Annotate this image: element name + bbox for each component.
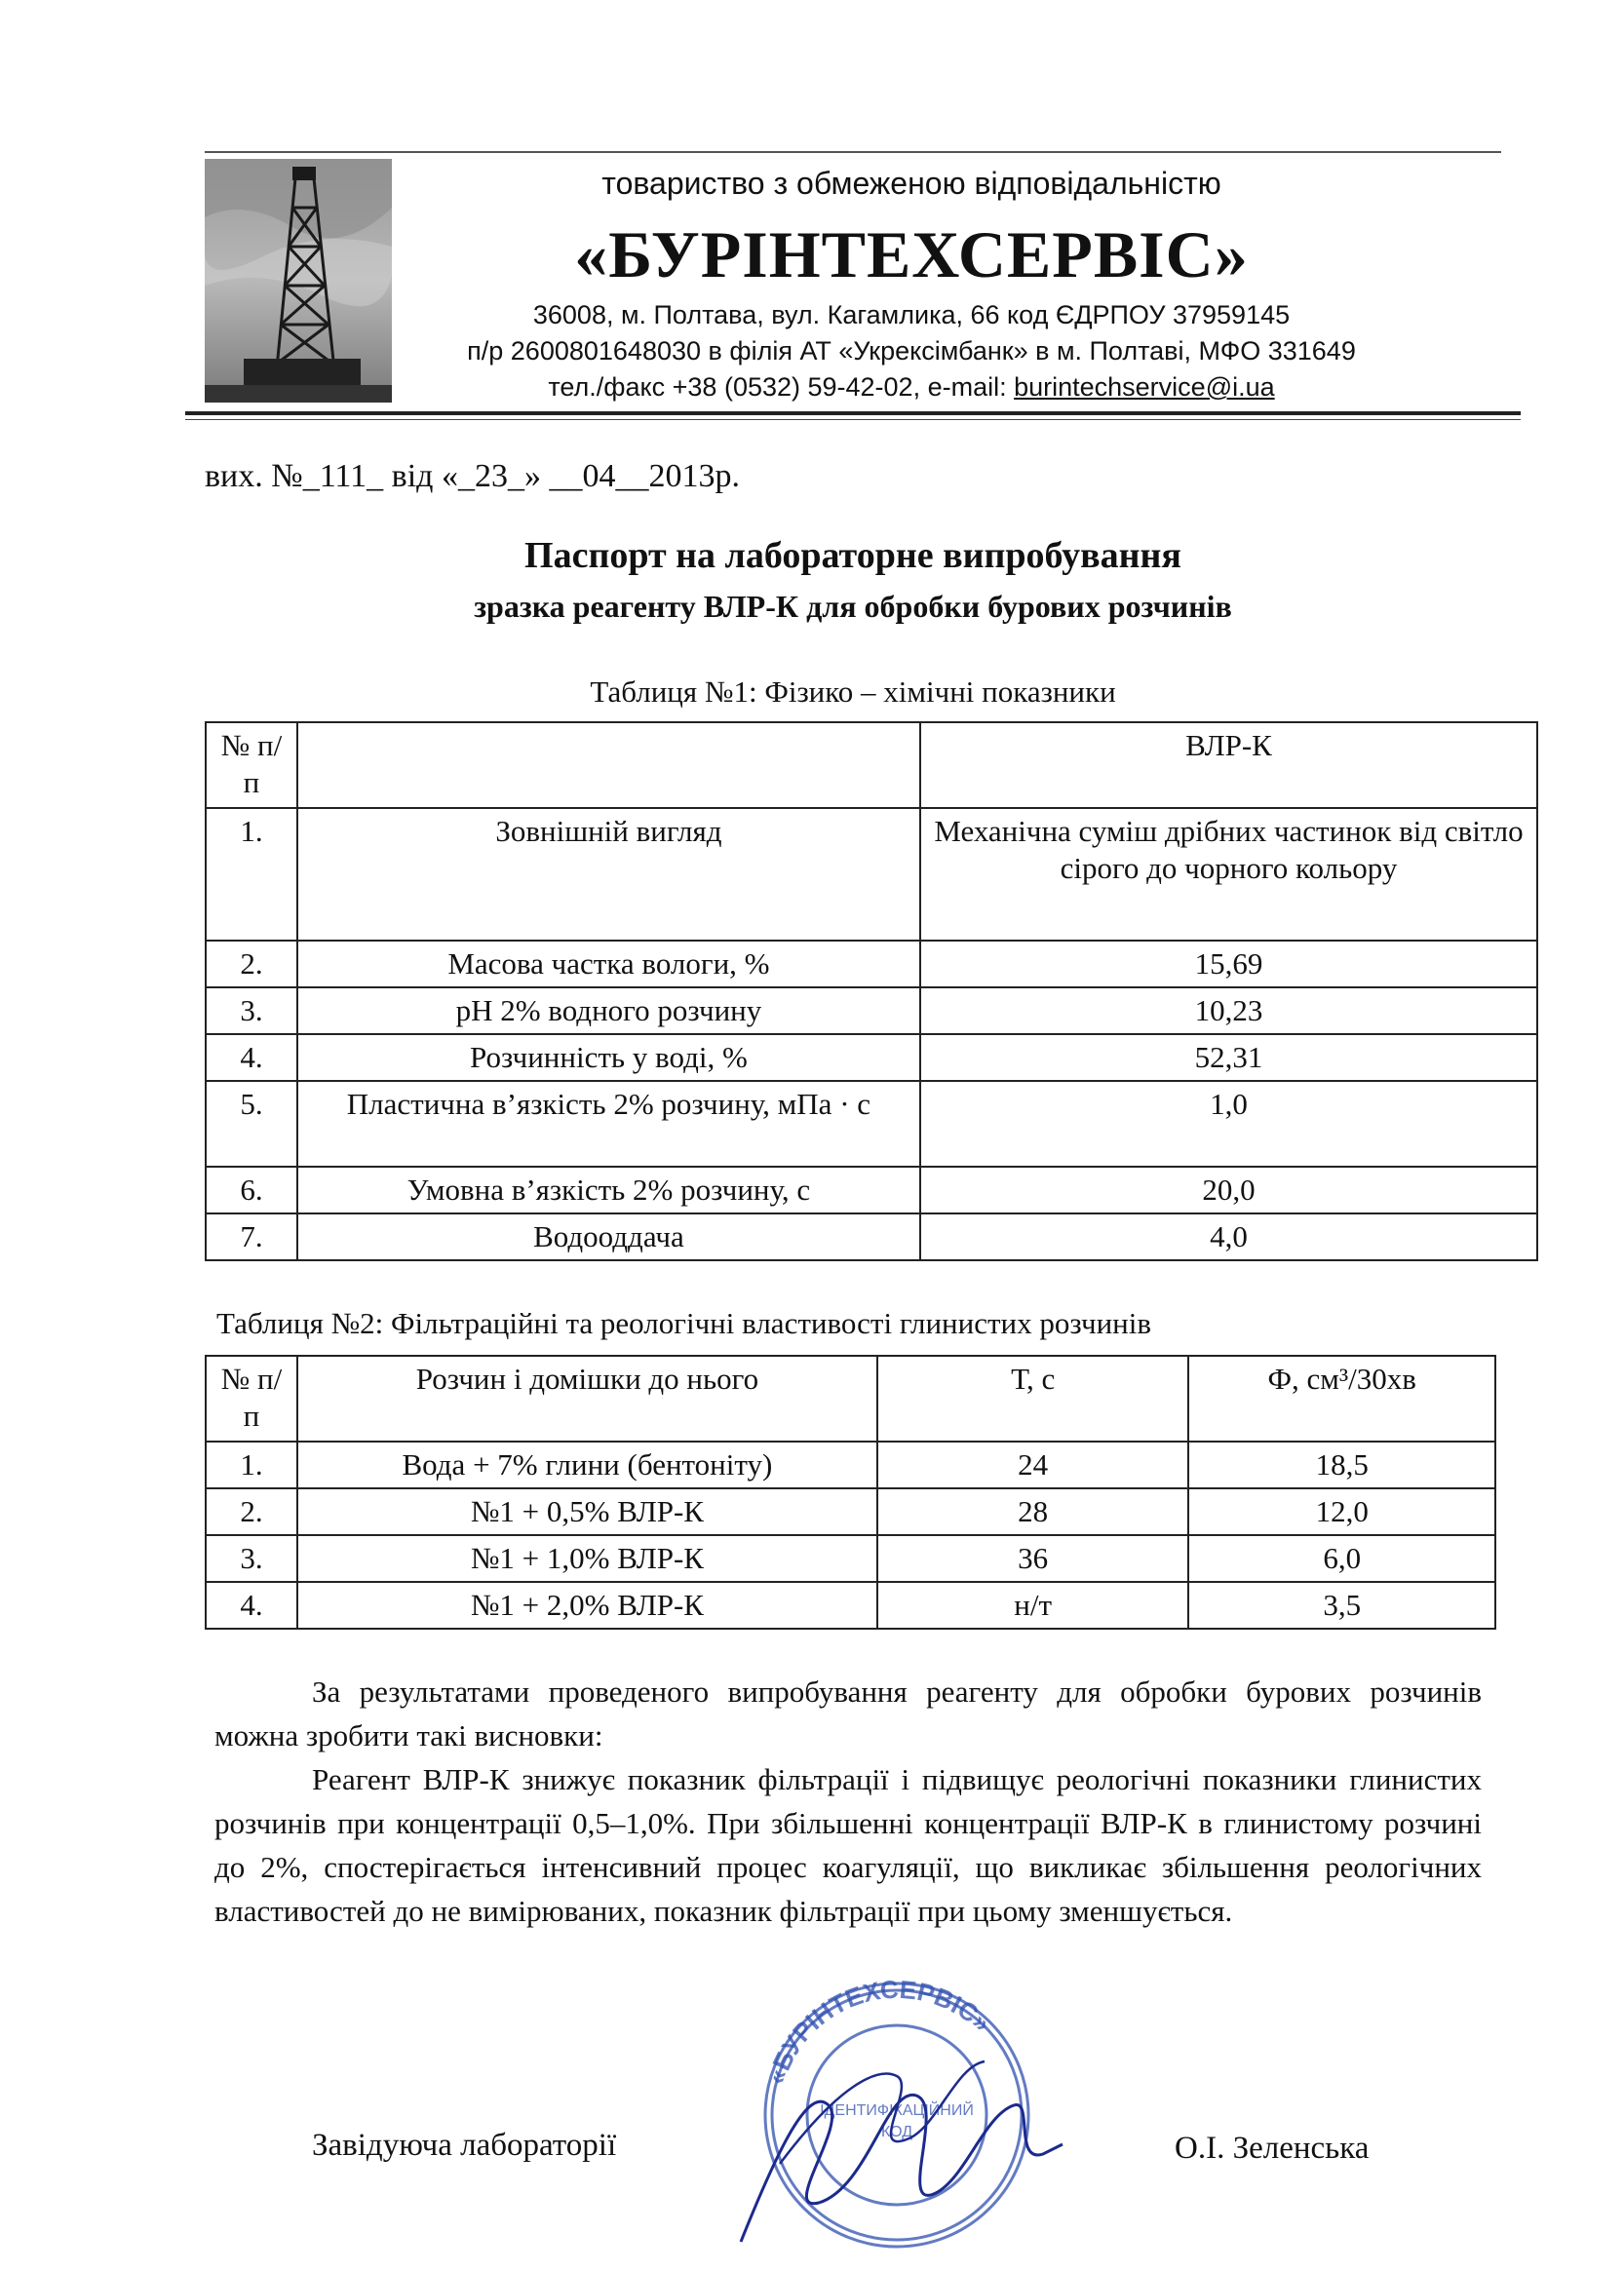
table-row [206, 1081, 1537, 1167]
header-param [297, 722, 920, 808]
row-t: 28 [877, 1488, 1188, 1535]
row-num: 4. [206, 1034, 297, 1081]
table-row [206, 941, 1537, 987]
row-param: Пластична в’язкість 2% розчину, мПа · с [297, 1081, 920, 1167]
table-row [206, 1442, 1495, 1488]
row-value: 20,0 [920, 1167, 1537, 1213]
row-num: 1. [206, 1442, 297, 1488]
row-num: 4. [206, 1582, 297, 1629]
row-f: 18,5 [1188, 1442, 1495, 1488]
row-t: 36 [877, 1535, 1188, 1582]
row-num: 3. [206, 987, 297, 1034]
row-f: 3,5 [1188, 1582, 1495, 1629]
row-num: 1. [206, 808, 297, 941]
org-contacts [400, 372, 1423, 403]
signature-name: О.І. Зеленська [1175, 2131, 1370, 2166]
row-param: Розчинність у воді, % [297, 1034, 920, 1081]
row-value: Механічна суміш дрібних частинок від світло сірого до чорного кольору [920, 808, 1537, 941]
table-filtration-rheology [205, 1355, 1496, 1630]
table-row [206, 987, 1537, 1034]
document-title: Паспорт на лабораторне випробування [524, 535, 1181, 576]
row-num: 6. [206, 1167, 297, 1213]
row-value: 10,23 [920, 987, 1537, 1034]
conclusion-intro: За результатами проведеного випробування реагенту для обробки бурових розчинів можна зробити такі висновки: [214, 1674, 1482, 1752]
table2-caption: Таблиця №2: Фільтраційні та реологічні властивості глинистих розчинів [216, 1306, 1152, 1340]
row-value: 52,31 [920, 1034, 1537, 1081]
org-bank-details: п/р 2600801648030 в філія АТ «Укрексімбанк» в м. Полтаві, МФО 331649 [467, 336, 1356, 366]
table-row [206, 1488, 1495, 1535]
row-solution: Вода + 7% глини (бентоніту) [297, 1442, 877, 1488]
table-header-row [206, 1356, 1495, 1442]
row-param: Зовнішній вигляд [297, 808, 920, 941]
row-value: 15,69 [920, 941, 1537, 987]
drilling-rig-logo [205, 159, 392, 403]
header-t: Т, с [877, 1356, 1188, 1442]
table-row [206, 1582, 1495, 1629]
row-solution: №1 + 0,5% ВЛР-К [297, 1488, 877, 1535]
row-num: 2. [206, 941, 297, 987]
svg-text:ІДЕНТИФІКАЦІЙНИЙ: ІДЕНТИФІКАЦІЙНИЙ [820, 2102, 974, 2119]
header-value: ВЛР-К [920, 722, 1537, 808]
row-t: н/т [877, 1582, 1188, 1629]
table-row [206, 1034, 1537, 1081]
letterhead-bottom-thin-rule [185, 419, 1521, 420]
row-value: 4,0 [920, 1213, 1537, 1260]
signature-position: Завідуюча лабораторії [312, 2128, 617, 2163]
header-f: Ф, см³/30хв [1188, 1356, 1495, 1442]
row-param: Масова частка вологи, % [297, 941, 920, 987]
org-name: «БУРІНТЕХСЕРВІС» [574, 217, 1249, 291]
document-subtitle: зразка реагенту ВЛР-К для обробки бурових розчинів [474, 589, 1232, 624]
row-num: 5. [206, 1081, 297, 1167]
row-param: Умовна в’язкість 2% розчину, с [297, 1167, 920, 1213]
row-f: 12,0 [1188, 1488, 1495, 1535]
org-type: товариство з обмеженою відповідальністю [601, 166, 1221, 201]
svg-text:«БУРІНТЕХСЕРВІС»: «БУРІНТЕХСЕРВІС» [760, 1974, 997, 2088]
org-address: 36008, м. Полтава, вул. Кагамлика, 66 код ЄДРПОУ 37959145 [532, 300, 1291, 329]
table-row [206, 808, 1537, 941]
row-param: pH 2% водного розчину [297, 987, 920, 1034]
table1-caption: Таблиця №1: Фізико – хімічні показники [590, 674, 1116, 709]
header-num: № п/п [206, 722, 297, 808]
table-header-row [206, 722, 1537, 808]
row-value: 1,0 [920, 1081, 1537, 1167]
row-num: 7. [206, 1213, 297, 1260]
conclusion-body: Реагент ВЛР-К знижує показник фільтрації і підвищує реологічні показники глинистих розчинів при концентрації 0,5–1,0%. При збільшенні концентрації ВЛР-К в глинистому розчині до 2%, спостерігається інтенсивний процес коагуляції, що викликає збільшення реологічних властивостей до не вимірюваних, показник фільтрації при цьому зменшується. [214, 1762, 1482, 1928]
contact-phone: тел./факс +38 (0532) 59-42-02, e-mail: [548, 372, 1015, 402]
row-solution: №1 + 1,0% ВЛР-К [297, 1535, 877, 1582]
contact-email: burintechservice@i.ua [1014, 372, 1275, 402]
table-row [206, 1535, 1495, 1582]
row-solution: №1 + 2,0% ВЛР-К [297, 1582, 877, 1629]
header-solution: Розчин і домішки до нього [297, 1356, 877, 1442]
table-row [206, 1213, 1537, 1260]
row-t: 24 [877, 1442, 1188, 1488]
row-num: 2. [206, 1488, 297, 1535]
letterhead-top-rule [205, 151, 1501, 153]
table-physical-chemical [205, 721, 1538, 1261]
row-f: 6,0 [1188, 1535, 1495, 1582]
table-row [206, 1167, 1537, 1213]
company-stamp [721, 1969, 1072, 2261]
svg-text:КОД: КОД [880, 2124, 913, 2140]
header-num: № п/п [206, 1356, 297, 1442]
row-num: 3. [206, 1535, 297, 1582]
outgoing-number: вих. №_111_ від «_23_» __04__2013р. [205, 458, 740, 494]
row-param: Водооддача [297, 1213, 920, 1260]
letterhead-bottom-rule [185, 411, 1521, 415]
